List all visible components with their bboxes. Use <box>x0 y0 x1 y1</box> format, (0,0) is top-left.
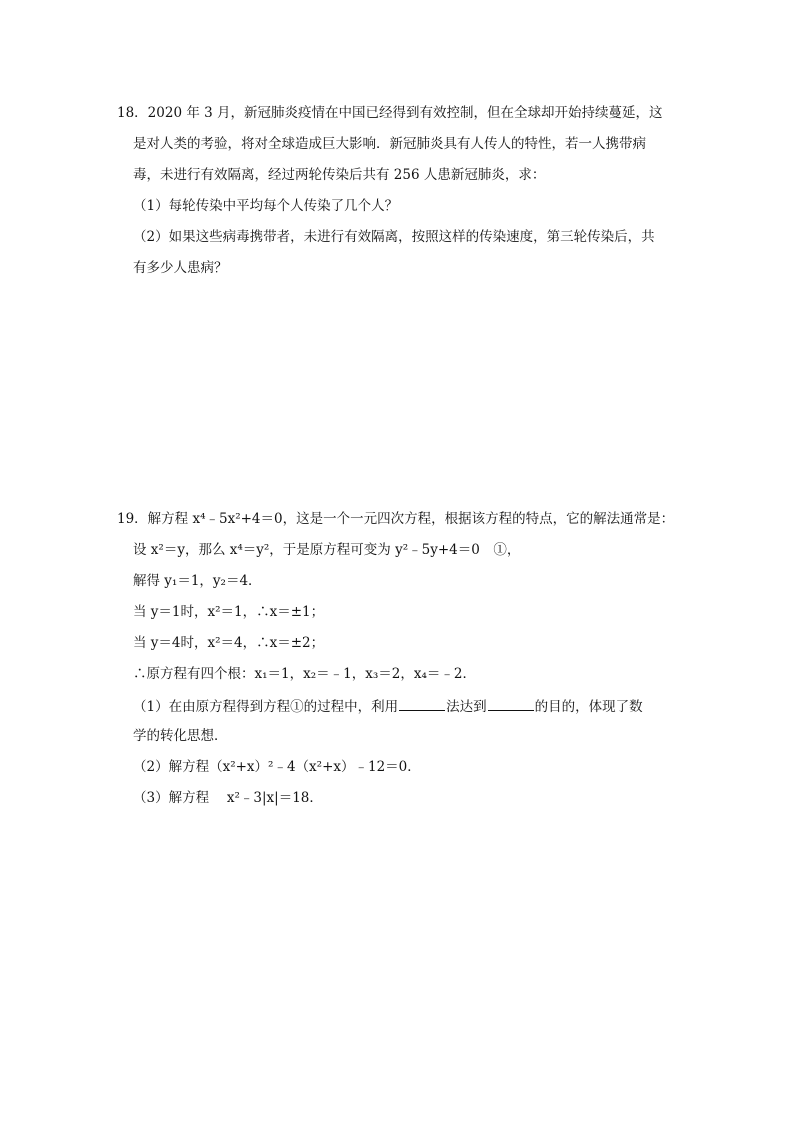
q19-case-1: 当 y＝1时，x²＝1，∴x＝±1； <box>133 604 325 620</box>
q18-line-1: 18．2020 年 3 月，新冠肺炎疫情在中国已经得到有效控制，但在全球却开始持续蔓延，这 <box>117 105 663 121</box>
q19-part-1-text-b: 法达到 <box>446 699 487 715</box>
q19-part-1-text-a: （1）在由原方程得到方程①的过程中，利用 <box>133 699 399 715</box>
q18-part-1: （1）每轮传染中平均每个人传染了几个人？ <box>133 198 399 214</box>
q19-part-1 <box>133 696 643 716</box>
q19-solve: 解得 y₁＝1，y₂＝4． <box>133 573 262 589</box>
q19-roots: ∴原方程有四个根：x₁＝1，x₂＝﹣1，x₃＝2，x₄＝﹣2． <box>133 666 476 682</box>
answer-blank-method[interactable] <box>399 696 445 711</box>
q19-part-3: （3）解方程 x²﹣3|x|＝18． <box>133 790 323 806</box>
q18-part-2-line-1: （2）如果这些病毒携带者，未进行有效隔离，按照这样的传染速度，第三轮传染后，共 <box>133 229 655 245</box>
answer-blank-purpose[interactable] <box>488 696 534 711</box>
q18-part-2-line-2: 有多少人患病？ <box>133 260 228 276</box>
q19-substitution: 设 x²＝y，那么 x⁴＝y²，于是原方程可变为 y²﹣5y+4＝0 ①， <box>133 542 521 558</box>
q19-part-2: （2）解方程（x²+x）²﹣4（x²+x）﹣12＝0． <box>133 759 421 775</box>
q19-case-2: 当 y＝4时，x²＝4，∴x＝±2； <box>133 635 325 651</box>
q18-line-3: 毒，未进行有效隔离，经过两轮传染后共有 256 人患新冠肺炎，求： <box>133 167 546 183</box>
q19-intro: 19．解方程 x⁴﹣5x²+4＝0，这是一个一元四次方程，根据该方程的特点，它的解法通常是： <box>117 511 675 527</box>
q19-part-1-continued: 学的转化思想． <box>133 728 228 744</box>
q19-part-1-text-c: 的目的，体现了数 <box>534 699 643 715</box>
q18-line-2: 是对人类的考验，将对全球造成巨大影响．新冠肺炎具有人传人的特性，若一人携带病 <box>133 136 646 152</box>
